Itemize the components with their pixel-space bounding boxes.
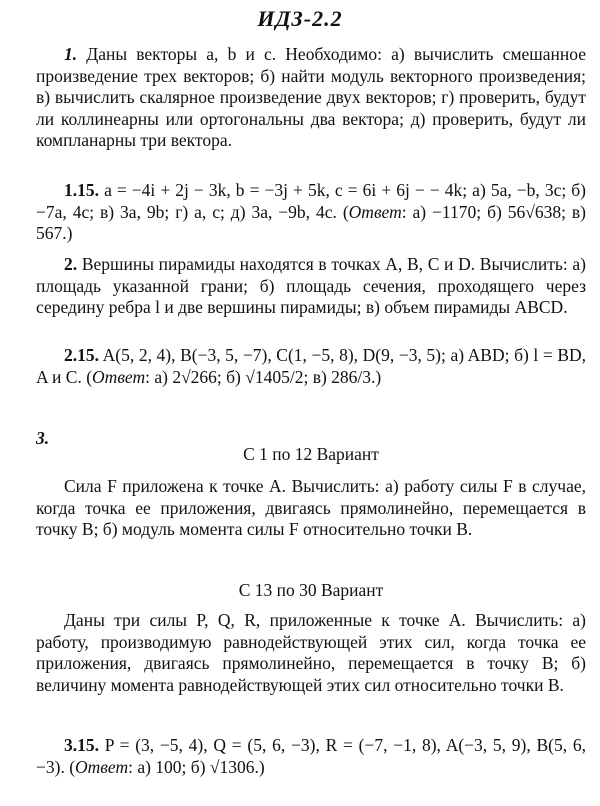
task2-variant-text: A(5, 2, 4), B(−3, 5, −7), C(1, −5, 8), D(9, −3, 5); а) ABD; б) l = BD, A и C. <box>36 345 586 387</box>
task1-answer: а) −1170; б) 56√638; в) 567. <box>36 201 587 243</box>
document-title: ИДЗ-2.2 <box>257 6 343 31</box>
task1-answer-label: Ответ <box>348 201 402 222</box>
task3-answer: а) 100; б) √1306. <box>137 756 259 777</box>
task2-answer-label: Ответ <box>92 366 146 387</box>
section1-heading: С 1 по 12 Вариант <box>243 444 379 464</box>
task1-text: Даны векторы a, b и c. Необходимо: а) вычислить смешанное произведение трех векторов; б) найти модуль векторного произведения; в) вычислить скалярное произведение двух векторов; г) проверить, будут ли коллинеарны или ортогональны два вектора; д) проверить, будут ли компланарны три вектора. <box>36 44 586 150</box>
task2-statement <box>36 254 586 319</box>
task2-text: Вершины пирамиды находятся в точках A, B, C и D. Вычислить: а) площадь указанной грани; б) площадь сечения, проходящего через середину ребра l и две вершины пирамиды; в) объем пирамиды ABCD. <box>36 254 587 317</box>
task3-variant-text: P = (3, −5, 4), Q = (5, 6, −3), R = (−7, −1, 8), A(−3, 5, 9), B(5, 6, −3). <box>36 735 586 777</box>
task3-number: 3. <box>36 428 50 448</box>
task1-variant: 1.15. a = −4i + 2j − 3k, b = −3j + 5k, c = 6i + 6j − − 4k; а) 5a, −b, 3c; б) −7a, 4c; в) 3a, 9b; г) a, c; д) 3a, −9b, 4c. (Ответ: а) −1170; б) 56√638; в) 567.) <box>36 180 587 243</box>
task1-variant-text: a = −4i + 2j − 3k, b = −3j + 5k, c = 6i + 6j − − 4k; а) 5a, −b, 3c; б) −7a, 4c; в) 3a, 9b; г) a, c; д) 3a, −9b, 4c. <box>36 180 586 222</box>
task1-variant-number: 1.15. <box>64 180 99 200</box>
task2-number: 2. <box>64 254 78 274</box>
task2-variant: 2.15. A(5, 2, 4), B(−3, 5, −7), C(1, −5, 8), D(9, −3, 5); а) ABD; б) l = BD, A и C. (Ответ: а) 2√266; б) √1405/2; в) 286/3.) <box>36 345 586 387</box>
section2-heading: С 13 по 30 Вариант <box>238 580 384 600</box>
task3-variant-number: 3.15. <box>64 735 99 755</box>
task3-variant: 3.15. P = (3, −5, 4), Q = (5, 6, −3), R = (−7, −1, 8), A(−3, 5, 9), B(5, 6, −3). (Ответ: а) 100; б) √1306.) <box>36 735 586 777</box>
section1-text: Сила F приложена к точке A. Вычислить: а) работу силы F в случае, когда точка ее приложения, двигаясь прямолинейно, перемещается в точку B; б) модуль момента силы F относительно точки B. <box>36 476 586 539</box>
task3-answer-label: Ответ <box>75 756 129 777</box>
task2-answer: а) 2√266; б) √1405/2; в) 286/3. <box>154 366 376 387</box>
task1-statement <box>36 44 586 152</box>
section2-text: Даны три силы P, Q, R, приложенные к точке A. Вычислить: а) работу, производимую равнодействующей этих сил, когда точка ее приложения, двигаясь прямолинейно, перемещается в точку B; б) величину момента равнодействующей этих сил относительно точки B. <box>36 610 586 695</box>
task1-number: 1. <box>64 44 78 64</box>
task2-variant-number: 2.15. <box>64 345 99 365</box>
